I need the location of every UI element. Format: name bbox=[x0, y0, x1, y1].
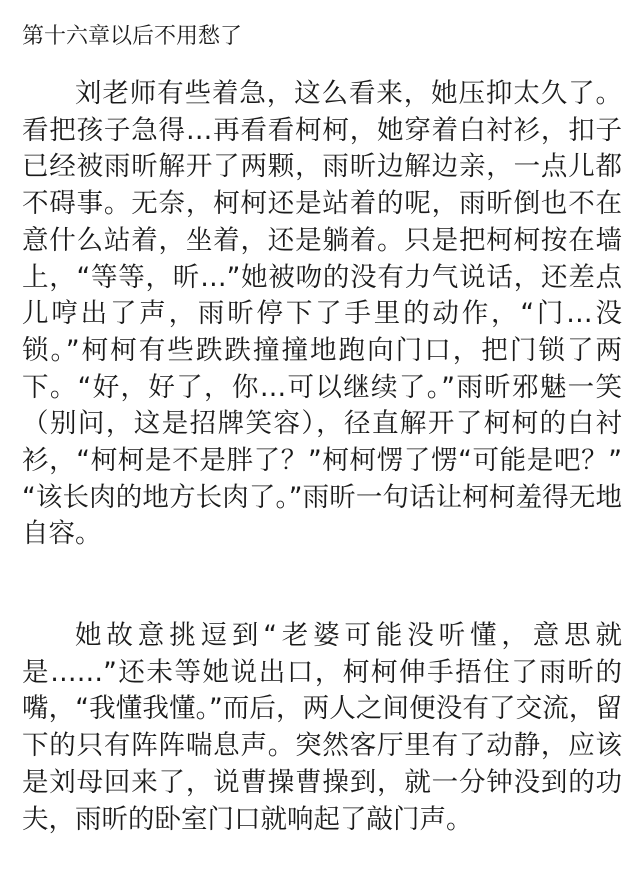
chapter-title: 第十六章以后不用愁了 bbox=[22, 24, 243, 49]
paragraph-1: 刘老师有些着急，这么看来，她压抑太久了。看把孩子急得…再看看柯柯，她穿着白衬衫，扣子已经被雨昕解开了两颗，雨昕边解边亲，一点儿都不碍事。无奈，柯柯还是站着的呢，雨昕倒也不在意什么站着，坐着，还是躺着。只是把柯柯按在墙上，“等等，昕…”她被吻的没有力气说话，还差点儿哼出了声，雨昕停下了手里的动作，“门…没锁。”柯柯有些跌跌撞撞地跑向门口，把门锁了两下。“好，好了，你…可以继续了。”雨昕邪魅一笑（别问，这是招牌笑容），径直解开了柯柯的白衬衫，“柯柯是不是胖了？”柯柯愣了愣“可能是吧？” “该长肉的地方长肉了。”雨昕一句话让柯柯羞得无地自容。 bbox=[22, 78, 622, 550]
paragraph-2: 她故意挑逗到“老婆可能没听懂，意思就是……”还未等她说出口，柯柯伸手捂住了雨昕的嘴，“我懂我懂。”而后，两人之间便没有了交流，留下的只有阵阵喘息声。突然客厅里有了动静，应该是刘母回来了，说曹操曹操到，就一分钟没到的功夫，雨昕的卧室门口就响起了敲门声。 bbox=[22, 620, 622, 835]
